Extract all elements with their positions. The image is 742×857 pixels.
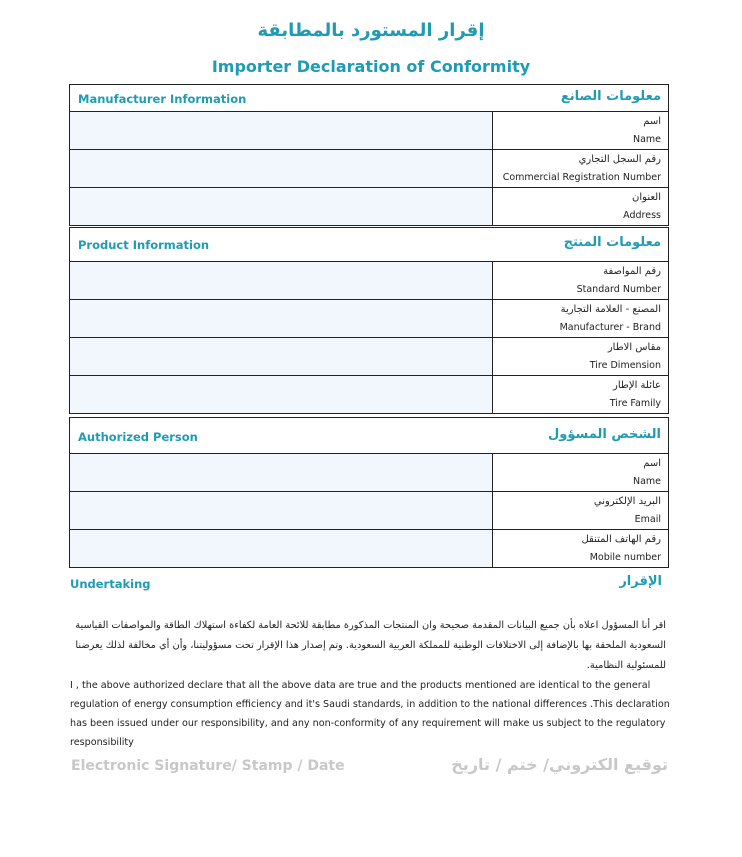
label-ar: المصنع - العلامة التجارية (560, 304, 661, 315)
section-title-ar: معلومات الصانع (560, 89, 661, 104)
tire-dimension-field[interactable] (70, 338, 493, 376)
signature-label-ar: توقيع الكتروني/ ختم / تاريخ (451, 755, 668, 774)
section-header (69, 417, 669, 453)
standard-number-field[interactable] (70, 262, 493, 300)
person-name-field[interactable] (70, 454, 493, 492)
table-row (70, 338, 669, 376)
field-label (493, 376, 669, 414)
table-row (70, 188, 669, 226)
undertaking-section (69, 570, 669, 596)
section-header (69, 84, 669, 111)
section-title-en: Authorized Person (78, 430, 198, 444)
section-header (69, 227, 669, 261)
email-field[interactable] (70, 492, 493, 530)
section-title-en: Undertaking (70, 577, 151, 591)
field-label (493, 492, 669, 530)
table-row (70, 454, 669, 492)
label-en: Email (634, 514, 661, 525)
signature-label-en: Electronic Signature/ Stamp / Date (71, 758, 345, 774)
section-title-ar: معلومات المنتج (563, 235, 661, 250)
label-ar: رقم المواصفة (603, 266, 661, 277)
field-label (493, 262, 669, 300)
table-row (70, 376, 669, 414)
section-title-ar: الشخص المسؤول (548, 427, 661, 442)
address-field[interactable] (70, 188, 493, 226)
manufacturer-section (69, 84, 669, 226)
manufacturer-name-field[interactable] (70, 112, 493, 150)
product-section (69, 227, 669, 414)
table-row (70, 150, 669, 188)
label-ar: اسم (643, 116, 661, 127)
commercial-registration-field[interactable] (70, 150, 493, 188)
manufacturer-brand-field[interactable] (70, 300, 493, 338)
section-title-en: Manufacturer Information (78, 92, 247, 106)
label-en: Standard Number (576, 284, 661, 295)
label-en: Name (632, 476, 661, 487)
table-row (70, 300, 669, 338)
label-ar: العنوان (632, 192, 661, 203)
label-ar: مقاس الاطار (607, 342, 661, 353)
table-row (70, 492, 669, 530)
title-arabic: إقرار المستورد بالمطابقة (257, 20, 485, 41)
undertaking-text-ar: اقر أنا المسؤول اعلاه بأن جميع البيانات المقدمة صحيحة وان المنتجات المذكورة مطابقة للائحة العامة لكفاءة استهلاك الطاقة والمواصفات القياسية السعودية الملحقة بها بالإضافة إلى الاختلافات الوطنية للمملكة العربية السعودية. وتم إصدار هذا الإقرار تحت مسؤوليتنا، وأن أي مخالفة لذلك يعرضنا للمسئولية النظامية. (75, 620, 666, 671)
field-label (493, 530, 669, 568)
label-ar: اسم (643, 458, 661, 469)
label-en: Tire Family (609, 398, 661, 409)
table-row (70, 112, 669, 150)
field-label (493, 338, 669, 376)
table-row (70, 530, 669, 568)
field-label (493, 300, 669, 338)
field-label (493, 112, 669, 150)
section-header (69, 570, 669, 596)
label-en: Commercial Registration Number (502, 172, 661, 183)
table-row (70, 262, 669, 300)
section-title-ar: الإقرار (619, 574, 662, 589)
mobile-number-field[interactable] (70, 530, 493, 568)
tire-family-field[interactable] (70, 376, 493, 414)
label-en: Name (632, 134, 661, 145)
field-label (493, 454, 669, 492)
label-ar: رقم السجل التجاري (578, 154, 661, 165)
label-ar: عائلة الإطار (613, 380, 661, 391)
field-label (493, 150, 669, 188)
label-en: Tire Dimension (589, 360, 661, 371)
undertaking-text-en: I , the above authorized declare that all the above data are true and the products mentioned are identical to the general regulation of energy consumption efficiency and it's Saudi standards, in addition to the national differences .This declaration has been issued under our responsibility, and any non-conformity of any requirement will make us subject to the regulatory responsibility (70, 680, 670, 748)
section-title-en: Product Information (78, 238, 210, 252)
label-ar: رقم الهاتف المتنقل (581, 534, 661, 545)
label-ar: البريد الإلكتروني (593, 496, 661, 507)
label-en: Address (623, 210, 661, 221)
label-en: Manufacturer - Brand (559, 322, 661, 333)
field-label (493, 188, 669, 226)
label-en: Mobile number (589, 552, 661, 563)
title-english: Importer Declaration of Conformity (211, 57, 531, 76)
authorized-person-section (69, 417, 669, 568)
